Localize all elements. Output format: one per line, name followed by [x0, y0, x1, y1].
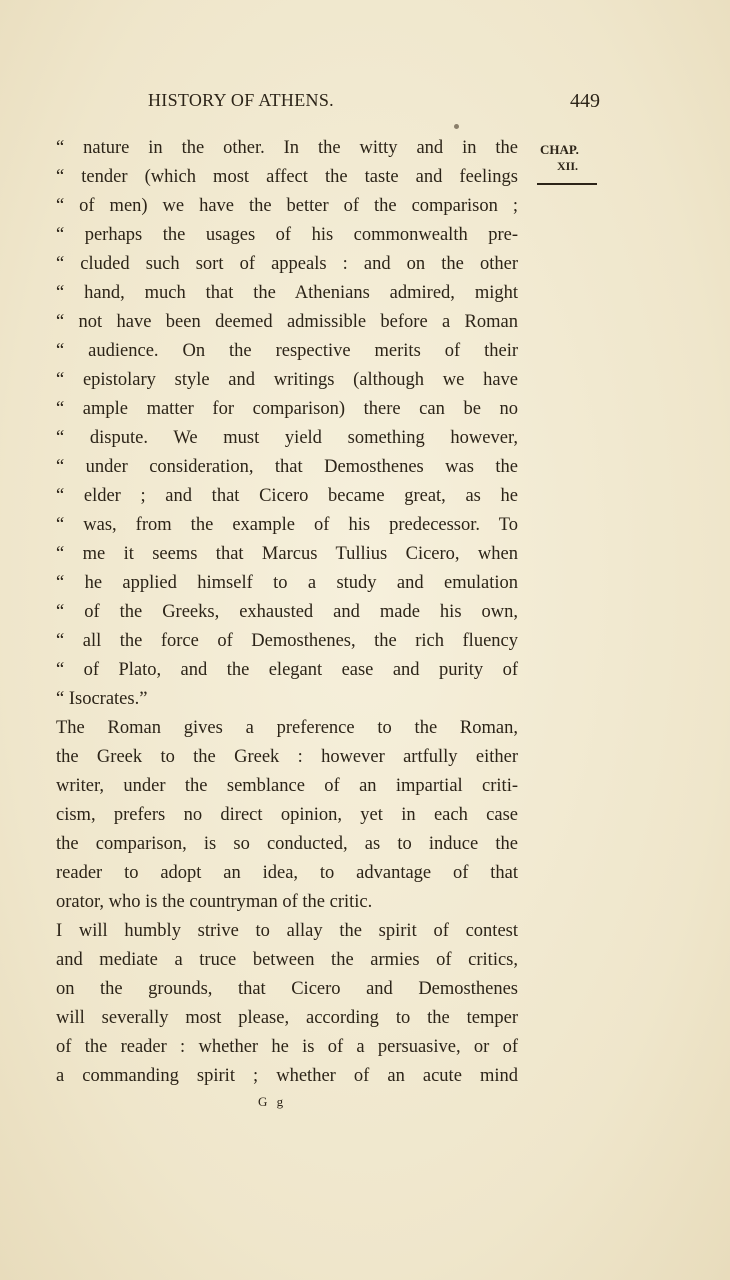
text-line: “ ample matter for comparison) there can be no — [56, 399, 518, 419]
text-line: “ all the force of Demosthenes, the rich fluency — [56, 631, 518, 651]
text-line: of the reader : whether he is of a persuasive, or of — [56, 1037, 518, 1057]
ink-speck — [454, 124, 459, 129]
text-line: “ he applied himself to a study and emulation — [56, 573, 518, 593]
text-line: “ not have been deemed admissible before a Roman — [56, 312, 518, 332]
text-line: the comparison, is so conducted, as to induce the — [56, 834, 518, 854]
text-line: “ of the Greeks, exhausted and made his own, — [56, 602, 518, 622]
text-line: a commanding spirit ; whether of an acute mind — [56, 1066, 518, 1086]
text-line: “ epistolary style and writings (although we have — [56, 370, 518, 390]
text-line: “ dispute. We must yield something however, — [56, 428, 518, 448]
text-line: writer, under the semblance of an impartial criti- — [56, 776, 518, 796]
text-line: “ of men) we have the better of the comparison ; — [56, 196, 518, 216]
signature-mark: G g — [258, 1094, 287, 1109]
text-line: “ perhaps the usages of his commonwealth pre- — [56, 225, 518, 245]
text-line: “ of Plato, and the elegant ease and purity of — [56, 660, 518, 680]
text-line: orator, who is the countryman of the critic. — [56, 892, 373, 912]
text-line: “ nature in the other. In the witty and in the — [56, 138, 518, 158]
text-line: “ audience. On the respective merits of their — [56, 341, 518, 361]
text-line: “ elder ; and that Cicero became great, as he — [56, 486, 518, 506]
text-line: and mediate a truce between the armies of critics, — [56, 950, 518, 970]
text-line: “ cluded such sort of appeals : and on the other — [56, 254, 518, 274]
text-line: the Greek to the Greek : however artfully either — [56, 747, 518, 767]
body-text — [56, 134, 518, 1091]
margin-rule — [537, 183, 597, 185]
text-line: “ under consideration, that Demosthenes was the — [56, 457, 518, 477]
text-line: cism, prefers no direct opinion, yet in each case — [56, 805, 518, 825]
text-line: “ tender (which most affect the taste and feelings — [56, 167, 518, 187]
running-head: HISTORY OF ATHENS. — [148, 90, 334, 110]
text-line: “ Isocrates.” — [56, 689, 148, 709]
text-line: on the grounds, that Cicero and Demosthenes — [56, 979, 518, 999]
margin-chapter-label: CHAP. — [540, 142, 579, 157]
text-line: reader to adopt an idea, to advantage of that — [56, 863, 518, 883]
text-line: will severally most please, according to the temper — [56, 1008, 518, 1028]
text-line: “ hand, much that the Athenians admired, might — [56, 283, 518, 303]
text-line: “ was, from the example of his predecessor. To — [56, 515, 518, 535]
paragraph-start-line: The Roman gives a preference to the Roman, — [56, 718, 518, 738]
text-line: “ me it seems that Marcus Tullius Cicero, when — [56, 544, 518, 564]
paragraph-start-line: I will humbly strive to allay the spirit of contest — [56, 921, 518, 941]
margin-chapter-number: XII. — [557, 159, 579, 173]
page-number: 449 — [570, 90, 600, 112]
